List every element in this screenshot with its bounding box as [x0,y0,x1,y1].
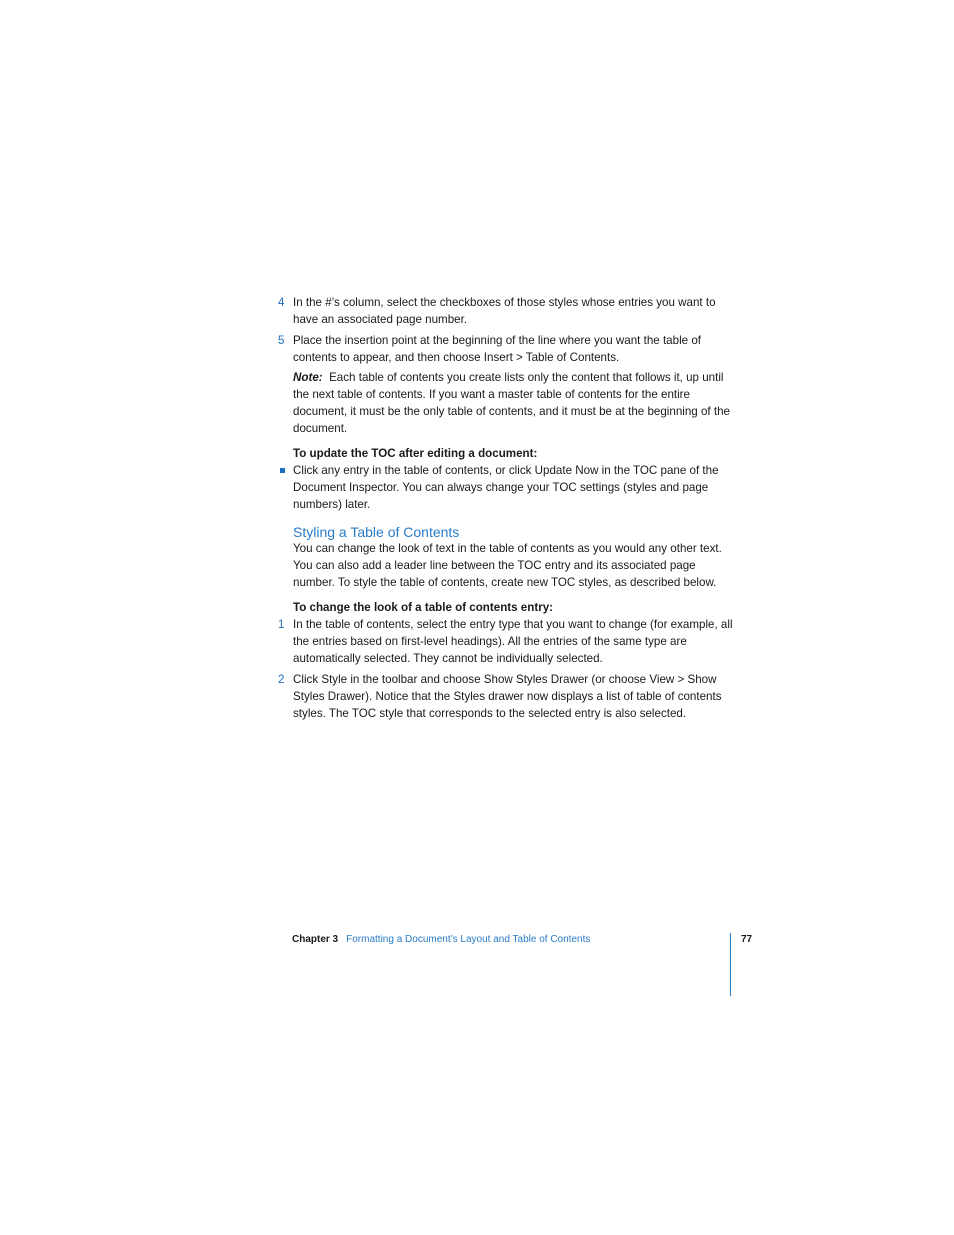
change-look-heading: To change the look of a table of contents entry: [293,601,554,614]
update-toc-bullet [293,462,733,513]
update-toc-heading: To update the TOC after editing a document: [293,447,538,460]
step-number: 2 [278,673,285,686]
section-intro: You can change the look of text in the table of contents as you would any other text. You can also add a leader line between the TOC entry and its associated page number. To style the table of contents, create new TOC styles, as described below. [293,542,722,589]
step-number: 5 [278,334,285,347]
step-text: Click Style in the toolbar and choose Show Styles Drawer (or choose View > Show Styles Drawer). Notice that the Styles drawer now displays a list of table of contents styles. The TOC style that corresponds to the selected entry is also selected. [293,673,722,720]
step-1 [278,616,733,667]
step-4 [278,294,733,328]
footer-chapter-title: Formatting a Document’s Layout and Table of Contents [346,934,591,945]
section-heading: Styling a Table of Contents [293,524,460,540]
page-footer [292,933,590,947]
step-number: 1 [278,618,285,631]
step-text: In the #’s column, select the checkboxes of those styles whose entries you want to have an associated page number. [293,296,716,326]
bullet-text: Click any entry in the table of contents, or click Update Now in the TOC pane of the Document Inspector. You can always change your TOC settings (styles and page numbers) later. [293,464,719,511]
step-2 [278,671,733,722]
page-number: 77 [741,934,753,945]
bullet-square-icon [280,468,285,473]
note-label: Note: [293,371,323,384]
note-paragraph [293,369,733,437]
step-number: 4 [278,296,285,309]
footer-chapter: Chapter 3 [292,934,339,945]
footer-divider [730,933,731,996]
note-text: Each table of contents you create lists only the content that follows it, up until the next table of contents. If you want a master table of contents for the entire document, it must be the only table of contents, and it must be at the beginning of the document. [293,371,730,435]
step-text: In the table of contents, select the entry type that you want to change (for example, all the entries based on first-level headings). All the entries of the same type are automatically selected. They cannot be individually selected. [293,618,733,665]
step-text: Place the insertion point at the beginning of the line where you want the table of contents to appear, and then choose Insert > Table of Contents. [293,334,701,364]
step-5 [278,332,733,366]
